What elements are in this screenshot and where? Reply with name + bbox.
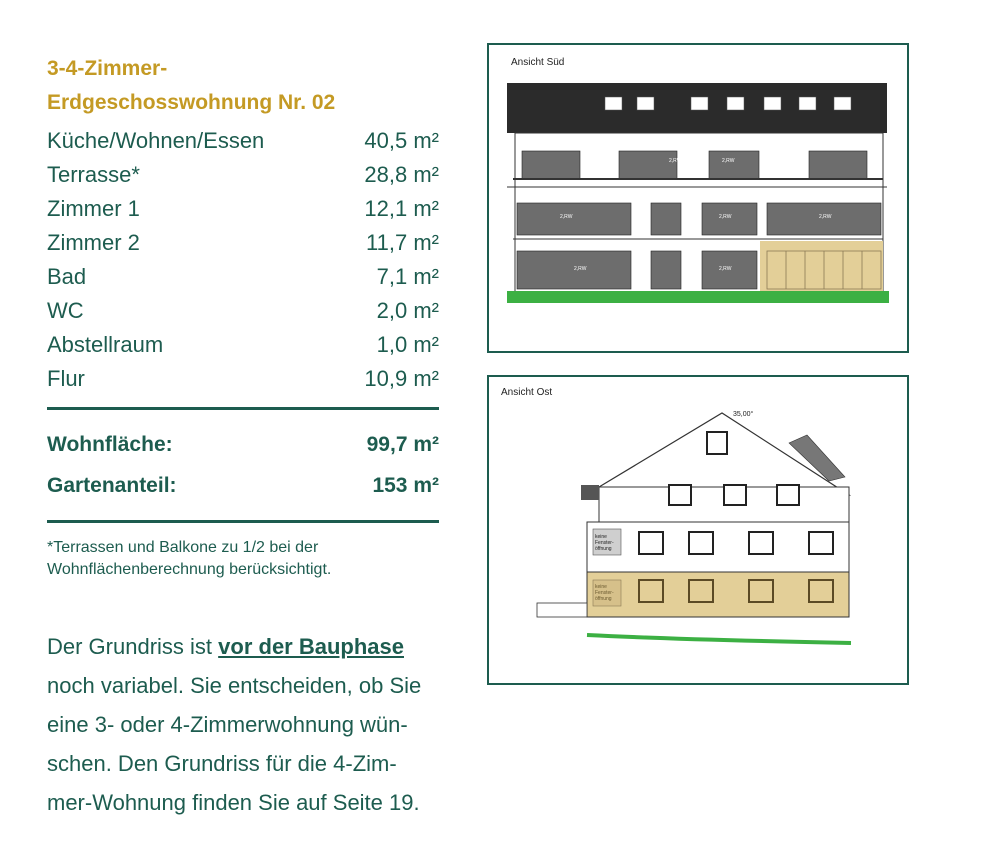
blind-panel-text: keine Fenster-öffnung xyxy=(595,584,614,602)
east-elevation-frame xyxy=(487,375,909,685)
footnote-line: *Terrassen und Balkone zu 1/2 bei der xyxy=(47,539,319,556)
room-area: 12,1 m² xyxy=(364,196,439,221)
wohnflaeche-label: Wohnfläche: xyxy=(47,433,173,456)
gable-window xyxy=(707,432,727,454)
room-area: 28,8 m² xyxy=(364,162,439,187)
gartenanteil-row xyxy=(47,465,439,506)
south-elevation-frame xyxy=(487,43,909,353)
description-text: mer-Wohnung finden Sie auf Seite xyxy=(47,790,390,815)
lawn xyxy=(507,291,889,303)
room-row xyxy=(47,294,439,328)
window-label: 2,RW xyxy=(574,266,587,272)
room-row xyxy=(47,158,439,192)
room-area: 2,0 m² xyxy=(376,298,439,323)
room-row xyxy=(47,192,439,226)
gartenanteil-value: 153 m² xyxy=(372,474,439,497)
description xyxy=(47,627,439,822)
window-label: 2,RW xyxy=(719,214,732,220)
east-view-label: Ansicht Ost xyxy=(501,387,553,398)
room-name: Flur xyxy=(47,366,85,391)
window-label: 2,RW xyxy=(560,214,573,220)
page-reference: 19. xyxy=(389,790,420,815)
roof-floor-windows xyxy=(669,485,799,505)
room-name: Zimmer 1 xyxy=(47,196,140,221)
ground-line xyxy=(587,635,851,643)
south-view-label: Ansicht Süd xyxy=(511,57,565,68)
room-name: Abstellraum xyxy=(47,332,164,357)
description-text: eine 3- oder 4-Zimmerwohnung wün- xyxy=(47,712,408,737)
window-label: 2,RW xyxy=(669,158,682,164)
room-name: Zimmer 2 xyxy=(47,230,140,255)
dormer-windows xyxy=(605,97,851,110)
room-area: 11,7 m² xyxy=(366,230,439,255)
footnote xyxy=(47,537,439,581)
window-label: 2,RW xyxy=(722,158,735,164)
gartenanteil-label: Gartenanteil: xyxy=(47,474,177,497)
wohnflaeche-row xyxy=(47,424,439,465)
bauphase-link[interactable]: vor der Bauphase xyxy=(218,634,404,659)
window-label: 2,RW xyxy=(819,214,832,220)
room-area: 40,5 m² xyxy=(364,128,439,153)
room-name: Küche/Wohnen/Essen xyxy=(47,128,265,153)
description-text: noch variabel. Sie entscheiden, ob Sie xyxy=(47,673,422,698)
room-row xyxy=(47,260,439,294)
divider xyxy=(47,407,439,410)
room-row xyxy=(47,328,439,362)
description-text: Der Grundriss ist xyxy=(47,634,219,659)
apartment-highlight xyxy=(760,241,883,291)
room-area: 10,9 m² xyxy=(364,366,439,391)
roof-angle-label: 35,00° xyxy=(733,411,754,418)
room-list xyxy=(47,124,439,396)
window-label: 2,RW xyxy=(719,266,732,272)
east-elevation-drawing xyxy=(489,377,907,683)
room-name: Bad xyxy=(47,264,87,289)
blind-panel-text: keine Fenster-öffnung xyxy=(595,534,614,552)
apartment-title xyxy=(47,52,439,120)
divider xyxy=(47,520,439,523)
wohnflaeche-value: 99,7 m² xyxy=(366,433,439,456)
room-name: Terrasse* xyxy=(47,162,140,187)
title-line-1: 3-4-Zimmer- xyxy=(47,57,168,80)
room-row xyxy=(47,226,439,260)
footnote-line: Wohnflächenberechnung berücksichtigt. xyxy=(47,561,332,578)
room-area: 7,1 m² xyxy=(376,264,439,289)
room-row xyxy=(47,124,439,158)
room-row xyxy=(47,362,439,396)
title-line-2: Erdgeschosswohnung Nr. 02 xyxy=(47,91,336,114)
south-elevation-drawing xyxy=(489,45,907,351)
room-area: 1,0 m² xyxy=(376,332,439,357)
room-name: WC xyxy=(47,298,84,323)
stairs xyxy=(537,603,587,617)
apartment-info xyxy=(47,52,439,822)
description-text: schen. Den Grundriss für die 4-Zim- xyxy=(47,751,397,776)
